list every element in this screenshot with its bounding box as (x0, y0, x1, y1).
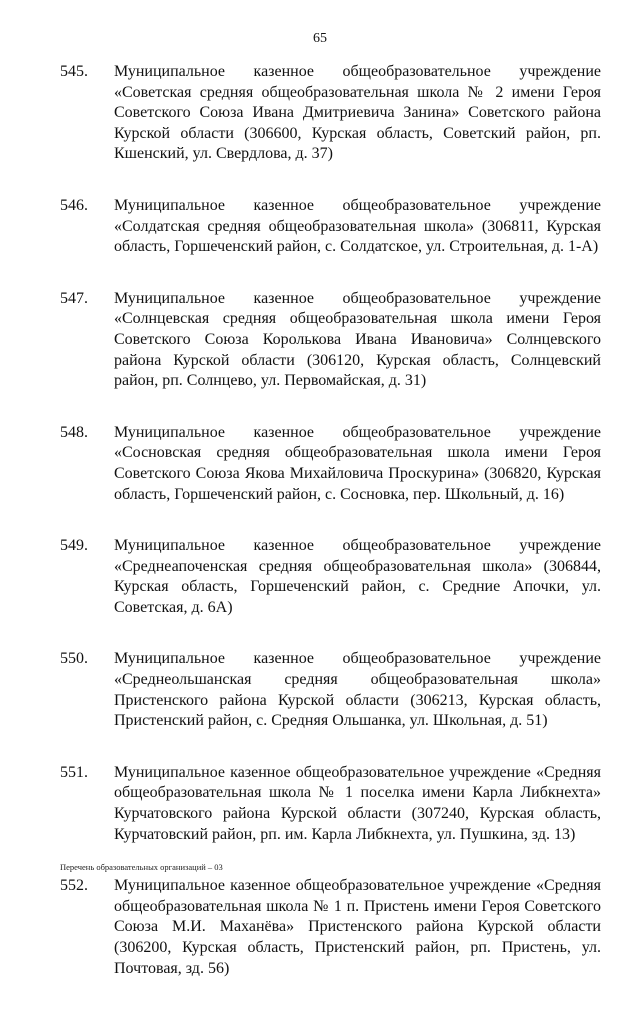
list-item (0, 763, 640, 845)
entry-text: Муниципальное казенное общеобразовательное учреждение «Среднеольшанская средняя общеобразовательная школа» Пристенского района Курской области (306213, Курская область, Пристенский район, с. Средняя Ольшанка, ул. Школьная, д. 51) (114, 650, 601, 730)
list-item (0, 196, 640, 258)
entry-number: 549. (60, 537, 88, 555)
entry-text: Муниципальное казенное общеобразовательное учреждение «Средняя общеобразовательная школа № 1 поселка имени Карла Либкнехта» Курчатовского района Курской области (307240, Курская область, Курчатовский район, рп. им. Карла Либкнехта, ул. Пушкина, зд. 13) (114, 763, 601, 843)
entry-text: Муниципальное казенное общеобразовательное учреждение «Советская средняя общеобразовательная школа № 2 имени Героя Советского Союза Ивана Дмитриевича Занина» Советского района Курской области (306600, Курская область, Советский район, рп. Кшенский, ул. Свердлова, д. 37) (114, 63, 601, 163)
entry-text: Муниципальное казенное общеобразовательное учреждение «Сосновская средняя общеобразовательная школа имени Героя Советского Союза Якова Михайловича Проскурина» (306820, Курская область, Горшеченский район, с. Сосновка, пер. Школьный, д. 16) (114, 423, 601, 503)
list-item (0, 423, 640, 505)
entry-text: Муниципальное казенное общеобразовательное учреждение «Среднеапоченская средняя общеобразовательная школа» (306844, Курская область, Горшеченский район, с. Средние Апочки, ул. Советская, д. 6А) (114, 537, 601, 616)
entry-text: Муниципальное казенное общеобразовательное учреждение «Солнцевская средняя общеобразовательная школа имени Героя Советского Союза Королькова Ивана Ивановича» Солнцевского района Курской области (306120, Курская область, Солнцевский район, рп. Солнцево, ул. Первомайская, д. 31) (114, 289, 601, 390)
entry-number: 552. (60, 877, 88, 895)
entry-number: 545. (60, 63, 88, 80)
entry-number: 550. (60, 650, 88, 668)
entry-text: Муниципальное казенное общеобразовательное учреждение «Солдатская средняя общеобразовательная школа» (306811, Курская область, Горшеченский район, с. Солдатское, ул. Строительная, д. 1-А) (114, 196, 601, 256)
entry-number: 548. (60, 423, 88, 441)
entry-number: 547. (60, 289, 88, 307)
list-item (0, 289, 640, 392)
list-item (0, 649, 640, 731)
list-item (0, 62, 640, 165)
list-item (0, 536, 640, 618)
list-item (0, 876, 640, 979)
entry-number: 551. (60, 763, 88, 781)
entry-number: 546. (60, 196, 88, 214)
page-number: 65 (313, 31, 327, 46)
footer-note: Перечень образовательных организаций – 03 (60, 862, 223, 872)
entry-text: Муниципальное казенное общеобразовательное учреждение «Средняя общеобразовательная школа № 1 п. Пристень имени Героя Советского Союза М.И. Маханёва» Пристенского района Курской области (306200, Курская область, Пристенский район, рп. Пристень, ул. Почтовая, зд. 56) (114, 877, 601, 977)
